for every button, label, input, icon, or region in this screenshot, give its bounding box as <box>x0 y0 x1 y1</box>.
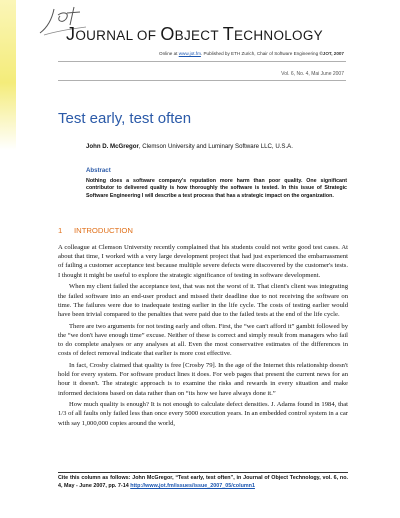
header-divider-lower <box>58 80 346 81</box>
paragraph: There are two arguments for not testing early and often. First, the “we can't afford it” gambit followed by the “we don't have enough time” excuse. Neither of these is correct and simply result from managers who fail to do complete analyses or any analyses at all. Even the most conservative estimates of the differences in costs of defect removal indicate that earlier is more cost effective. <box>58 322 348 358</box>
paragraph: When my client failed the acceptance test, that was not the worst of it. That client's client was integrating the failed software into an end-user product and missed their deadline due to not receiving the software on time. The failures were due to inadequate testing earlier in the life cycle. The costs of testing earlier would have been trivial compared to the penalties that were paid due to the failed tests at the end of the life cycle. <box>58 283 348 318</box>
paragraph: How much quality is enough? It is not enough to calculate defect densities. J. Adams found in 1984, that 1/3 of all faults only failed less than once every 5000 execution years. In an embedded control system in a car with say 1,000,000 copies around the world, <box>58 401 348 427</box>
publisher-line: Online at www.jot.fm. Published by ETH Zurich, Chair of Software Engineering ©JOT, 2007 <box>159 51 344 56</box>
author-name: John D. McGregor <box>86 143 139 150</box>
journal-title: JOURNAL OF OBJECT TECHNOLOGY <box>66 24 323 44</box>
abstract-heading: Abstract <box>86 167 111 174</box>
section-heading <box>58 226 133 235</box>
article-body <box>58 243 348 430</box>
header-divider <box>58 61 346 62</box>
volume-info: Vol. 6, No. 4, Mai June 2007 <box>281 71 344 77</box>
section-number: 1 <box>58 226 63 235</box>
abstract-text: Nothing does a software company's reputation more harm than poor quality. One significant contributor to delivered quality is how thoroughly the software is tested. In this issue of Strategic Software Engineering I will describe a test process that has a strategic impact on the organization. <box>86 178 347 199</box>
author-affiliation: , Clemson University and Luminary Software LLC, U.S.A. <box>138 143 293 150</box>
decorative-side-band <box>0 0 16 150</box>
citation-block: Cite this column as follows: John McGregor, “Test early, test often”, in Journal of Object Technology, vol. 6, no. 4, May - June 2007, pp. 7-14 http://www.jot.fm/issues/issue_2007_05/column1 <box>58 475 348 489</box>
section-title: INTRODUCTION <box>74 226 133 235</box>
citation-link[interactable]: http://www.jot.fm/issues/issue_2007_05/column1 <box>130 482 255 489</box>
paragraph: In fact, Crosby claimed that quality is free [Crosby 79]. In the age of the Internet this relationship doesn't hold for every system. For software product lines it does. For web pages that present the current news for an hour it doesn't. The strategic approach is to examine the risks and rewards in every situation and make informed decisions based on data rather than on “its how we have always done it.” <box>58 361 348 397</box>
paragraph: A colleague at Clemson University recently complained that his students could not write good test cases. At about that time, I worked with a very large development project that had just experienced the embarrassment of failing a customer acceptance test because multiple severe defects were discovered by the customer's tests. I thought it might be useful to explore the strategic significance of testing in software development. <box>58 244 348 279</box>
author-line <box>86 143 354 150</box>
article-title: Test early, test often <box>58 110 192 127</box>
jot-website-link[interactable]: www.jot.fm <box>178 51 201 56</box>
citation-divider <box>58 472 348 473</box>
